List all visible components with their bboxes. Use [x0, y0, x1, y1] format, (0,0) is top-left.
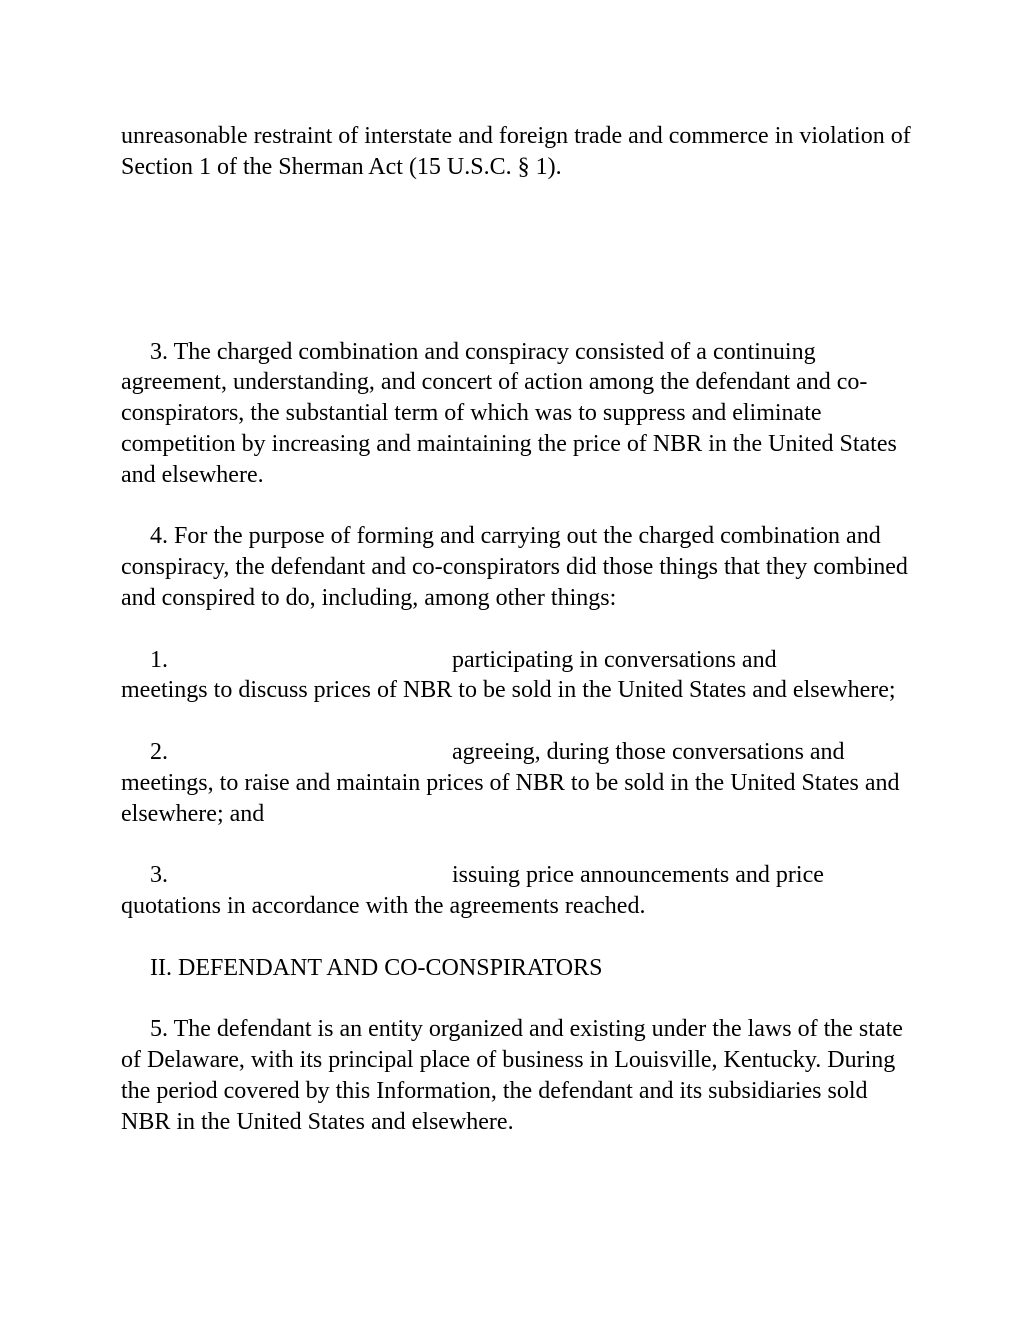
list-item-1	[121, 645, 911, 707]
list-item-first-line: participating in conversations and	[452, 646, 777, 673]
list-item-rest: quotations in accordance with the agreements reached.	[121, 892, 646, 919]
blank-space	[121, 183, 911, 337]
paragraph-4: 4. For the purpose of forming and carrying out the charged combination and conspiracy, the defendant and co-conspirators did those things that they combined and conspired to do, including, among other things:	[121, 523, 908, 611]
list-item-first-line: issuing price announcements and price	[452, 862, 824, 889]
list-item-3	[121, 860, 911, 922]
list-item-rest: meetings to discuss prices of NBR to be sold in the United States and elsewhere;	[121, 677, 896, 704]
list-item-first-line: agreeing, during those conversations and	[452, 738, 845, 765]
paragraph-3: 3. The charged combination and conspiracy consisted of a continuing agreement, understanding, and concert of action among the defendant and co-conspirators, the substantial term of which was to suppress and eliminate competition by increasing and maintaining the price of NBR in the United States and elsewhere.	[121, 338, 897, 488]
list-item-2	[121, 737, 911, 829]
paragraph-5: 5. The defendant is an entity organized and existing under the laws of the state of Delaware, with its principal place of business in Louisville, Kentucky. During the period covered by this Information, the defendant and its subsidiaries sold NBR in the United States and elsewhere.	[121, 1016, 903, 1135]
list-item-number: 3.	[150, 862, 168, 889]
list-item-rest: meetings, to raise and maintain prices of NBR to be sold in the United States and elsewhere; and	[121, 769, 900, 827]
list-item-number: 1.	[150, 646, 168, 673]
list-item-number: 2.	[150, 738, 168, 765]
section-heading: II. DEFENDANT AND CO-CONSPIRATORS	[150, 954, 603, 981]
paragraph-continuation: unreasonable restraint of interstate and foreign trade and commerce in violation of Section 1 of the Sherman Act (15 U.S.C. § 1).	[121, 123, 911, 180]
document-page	[121, 121, 911, 1137]
